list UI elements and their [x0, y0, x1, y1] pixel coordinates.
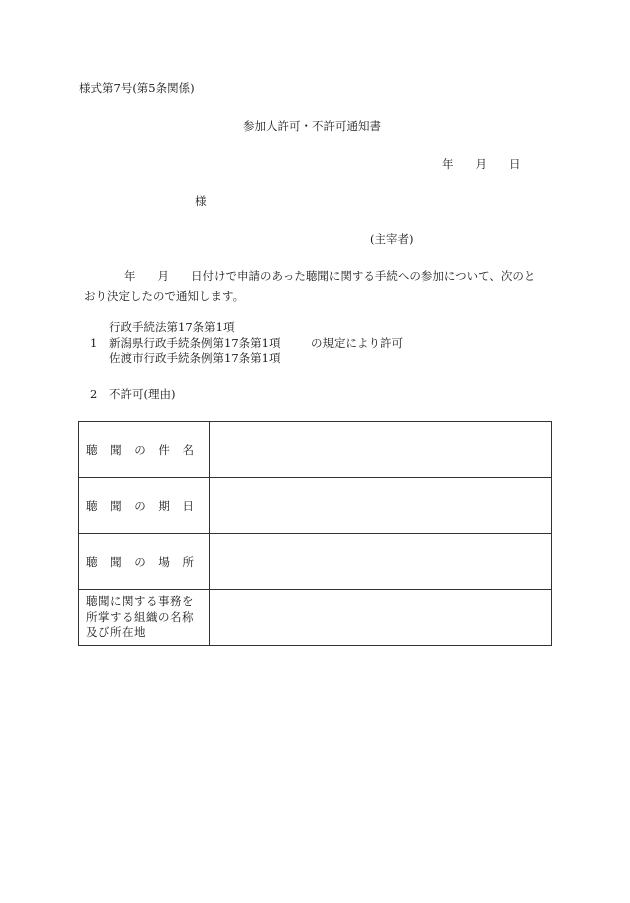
- label-char: 聞: [110, 442, 122, 457]
- hearing-date-value[interactable]: [210, 478, 552, 534]
- hearing-info-table: [78, 421, 552, 646]
- label-char: 聴: [86, 498, 98, 513]
- hearing-place-value[interactable]: [210, 534, 552, 590]
- organization-label-line: 所掌する組織の名称: [86, 609, 194, 624]
- label-char: 場: [158, 554, 170, 569]
- item1-law-list: [109, 320, 280, 367]
- hearing-subject-value[interactable]: [210, 422, 552, 478]
- form-number: 様式第7号(第5条関係): [79, 81, 195, 95]
- hearing-place-label: [79, 534, 210, 590]
- body-month: 月: [157, 269, 169, 283]
- label-char: 聴: [86, 554, 98, 569]
- label-char: の: [134, 554, 146, 569]
- item2-line: [90, 387, 175, 401]
- date-month: 月: [475, 157, 487, 171]
- table-row: [79, 534, 552, 590]
- body-year: 年: [124, 269, 136, 283]
- label-char: 聞: [110, 554, 122, 569]
- body-line2: おり決定したので通知します。: [84, 289, 245, 303]
- item2-number: 2: [90, 387, 98, 401]
- label-char: 聞: [110, 498, 122, 513]
- table-row: [79, 590, 552, 646]
- date-day: 日: [509, 157, 521, 171]
- date-year: 年: [442, 157, 454, 171]
- organization-label-line: 及び所在地: [86, 625, 146, 640]
- issuer-label: (主宰者): [370, 232, 414, 246]
- organization-label-line: 聴聞に関する事務を: [86, 594, 194, 609]
- item1-number: 1: [90, 336, 98, 350]
- organization-value[interactable]: [210, 590, 552, 646]
- body-line1: 日付けで申請のあった聴聞に関する手続への参加について、次のと: [191, 269, 536, 283]
- table-row: [79, 422, 552, 478]
- label-char: 聴: [86, 442, 98, 457]
- law-line: 新潟県行政手続条例第17条第1項: [109, 335, 281, 350]
- item1-permit-suffix: の規定により許可: [311, 336, 403, 350]
- label-char: 日: [182, 498, 194, 513]
- item2-text: 不許可(理由): [109, 387, 176, 401]
- body-paragraph: [84, 266, 554, 306]
- law-line: 行政手続法第17条第1項: [109, 320, 235, 334]
- table-row: [79, 478, 552, 534]
- label-char: の: [134, 498, 146, 513]
- law-line: 佐渡市行政手続条例第17条第1項: [109, 351, 281, 365]
- label-char: の: [134, 442, 146, 457]
- organization-label: [79, 590, 210, 646]
- label-char: 件: [158, 442, 170, 457]
- hearing-subject-label: [79, 422, 210, 478]
- label-char: 期: [158, 498, 170, 513]
- label-char: 所: [182, 554, 194, 569]
- hearing-date-label: [79, 478, 210, 534]
- addressee-suffix: 様: [195, 194, 207, 208]
- date-line: [442, 157, 521, 171]
- document-title: 参加人許可・不許可通知書: [243, 119, 381, 133]
- label-char: 名: [182, 442, 194, 457]
